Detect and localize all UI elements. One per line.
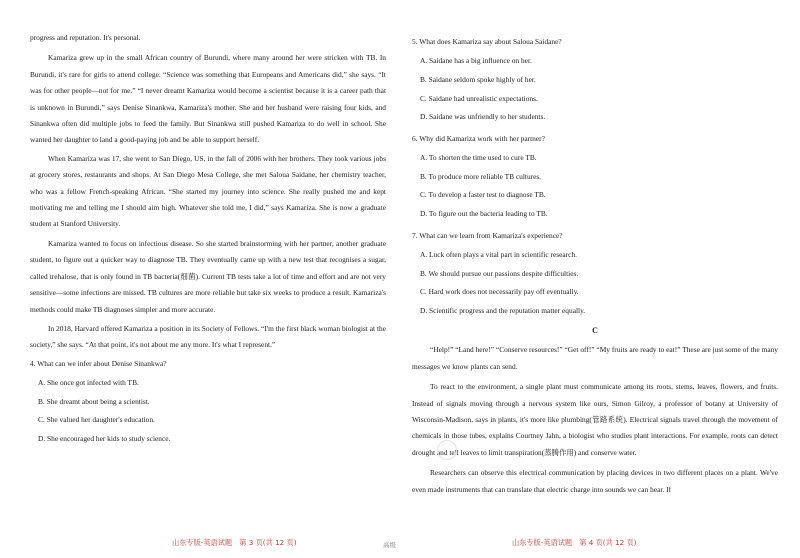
answer-option: A. To shorten the time used to cure TB. bbox=[420, 153, 537, 163]
answer-option: B. We should pursue our passions despite difficulties. bbox=[420, 268, 579, 278]
answer-option: A. Luck often plays a vital part in scientific research. bbox=[420, 249, 577, 259]
page-footer-right: 山东专版-英语试题 第 4 页(共 12 页) bbox=[512, 538, 637, 547]
question-stem: 6. Why did Kamariza work with her partner? bbox=[412, 133, 545, 143]
answer-option: B. Saidane seldom spoke highly of her. bbox=[420, 75, 536, 84]
question-stem: 5. What does Kamariza say about Saloua Saidane? bbox=[412, 37, 562, 46]
question-stem: 4. What can we infer about Denise Sinankwa? bbox=[30, 358, 167, 368]
answer-option: D. To figure out the bacteria leading to TB. bbox=[420, 208, 548, 218]
passage-paragraph: When Kamariza was 17, she went to San Diego, US, in the fall of 2006 with her brothers. They took various jobs at grocery stores, restaurants and shops. At San Diego Mesa College, she met Saloua Saidane, her chemistry teacher, who was a fellow French-speaking African. “She started my journey into science. She really pushed me and kept motivating me and telling me I should aim high. Whatever she told me, I did,” says Kamariza. She is now a graduate student at Stanford University. bbox=[30, 153, 386, 229]
passage-paragraph: To react to the environment, a single plant must communicate among its roots, stems, leaves, flowers, and fruits. Instead of signals moving through a nervous system like ours, Simon Gilroy, a professor of botany at University of Wisconsin-Madison, says in plants, it's more like plumbing(管路系统). Electrical signals travel through the movement of chemicals in those tubes, explains Courtney Jahn, a biologist who studies plant interactions. For example, roots can detect drought and tell leaves to limit transpiration(蒸腾作用) and conserve water. bbox=[412, 382, 778, 457]
answer-option: D. Saidane was unfriendly to her students. bbox=[420, 112, 546, 122]
answer-option: C. To develop a faster test to diagnose TB. bbox=[420, 190, 546, 200]
answer-option: D. Scientific progress and the reputation matter equally. bbox=[420, 305, 586, 315]
answer-option: C. Saidane had unrealistic expectations. bbox=[420, 93, 538, 103]
watermark-logo-icon bbox=[437, 440, 457, 460]
answer-option: B. To produce more reliable TB cultures. bbox=[420, 171, 542, 181]
passage-paragraph: Kamariza wanted to focus on infectious disease. So she started brainstorming with her partner, another graduate student, to figure out a quicker way to diagnose TB. They eventually came up with a new test that recognises a sugar, called trehalose, that is only found in TB bacteria(细菌). Current TB tests take a lot of time and effort and are not very sensitive—some infections are missed. TB cultures are more reliable but take six weeks to produce a result. Kamariza's methods could make TB diagnoses simpler and more accurate. bbox=[30, 238, 386, 314]
center-stamp: 高级 bbox=[383, 541, 396, 549]
section-heading: C bbox=[592, 326, 598, 336]
passage-paragraph: Researchers can observe this electrical communication by placing devices in two different places on a plant. We've even made instruments that can translate that electric charge into sounds we can hear. If bbox=[412, 468, 778, 494]
question-stem: 7. What can we learn from Kamariza's experience? bbox=[412, 230, 563, 240]
answer-option: C. Hard work does not necessarily pay off eventually. bbox=[420, 287, 579, 297]
answer-option: B. She dreamt about being a scientist. bbox=[38, 396, 150, 406]
answer-option: C. She valued her daughter's education. bbox=[38, 415, 155, 425]
right-page bbox=[412, 0, 778, 558]
answer-option: A. Saidane has a big influence on her. bbox=[420, 56, 532, 66]
passage-paragraph: In 2018, Harvard offered Kamariza a position in its Society of Fellows. “I'm the first black woman biologist at the society,” she says. “At that point, it's not about me any more. It's what I represent.” bbox=[30, 323, 386, 350]
passage-paragraph: Kamariza grew up in the small African country of Burundi, where many around her were stricken with TB. In Burundi, it's rare for girls to attend college. “Science was something that Europeans and Americans did,” she says. “It was for other people—not for me.” “I never dreamt Kamariza would become a scientist because it is a career path that is unknown in Burundi,” says Denise Sinankwa, Kamariza's mother. She and her husband were raising four kids, and Sinankwa often did multiple jobs to feed the family. But Sinankwa still pushed Kamariza to do well in school. She wanted her daughter to land a good-paying job and be able to support herself. bbox=[30, 53, 386, 145]
answer-option: D. She encouraged her kids to study science. bbox=[38, 433, 171, 443]
answer-option: A. She once got infected with TB. bbox=[38, 378, 139, 388]
passage-paragraph: “Help!” “Land here!” “Conserve resources!” “Get off!” “My fruits are ready to eat!” These are just some of the many messages we know plants can send. bbox=[412, 345, 778, 371]
left-page bbox=[30, 0, 386, 558]
passage-paragraph: progress and reputation. It's personal. bbox=[30, 33, 141, 42]
page-footer-left: 山东专版-英语试题 第 3 页(共 12 页) bbox=[172, 538, 297, 547]
